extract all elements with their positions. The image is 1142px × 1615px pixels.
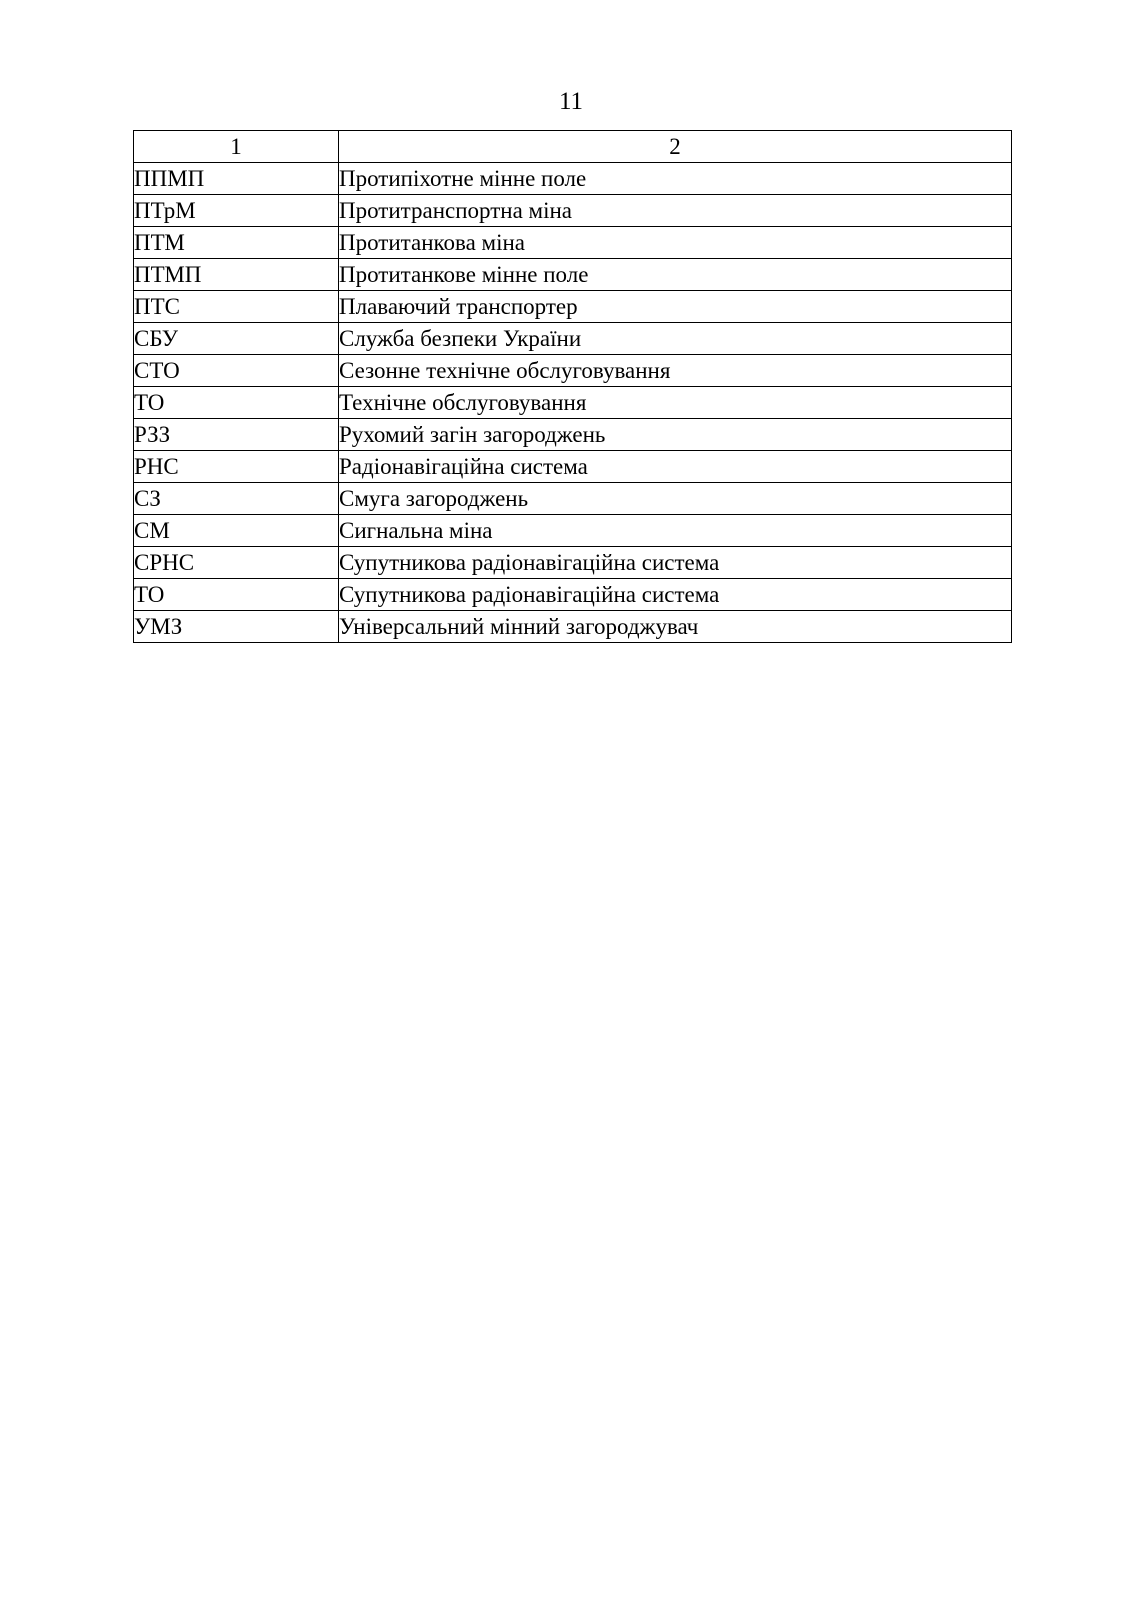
cell-description: Радіонавігаційна система — [339, 451, 1012, 483]
cell-description: Служба безпеки України — [339, 323, 1012, 355]
table-row — [134, 579, 1012, 611]
table-row — [134, 163, 1012, 195]
cell-code: СРНС — [134, 547, 339, 579]
table-row — [134, 419, 1012, 451]
cell-code: ПТрМ — [134, 195, 339, 227]
cell-code: РЗЗ — [134, 419, 339, 451]
cell-code: СЗ — [134, 483, 339, 515]
table-row — [134, 515, 1012, 547]
cell-code: ТО — [134, 579, 339, 611]
table-row — [134, 611, 1012, 643]
cell-description: Протитанкове мінне поле — [339, 259, 1012, 291]
cell-description: Супутникова радіонавігаційна система — [339, 579, 1012, 611]
cell-code: ТО — [134, 387, 339, 419]
cell-code: ППМП — [134, 163, 339, 195]
cell-code: РНС — [134, 451, 339, 483]
table-row — [134, 227, 1012, 259]
cell-description: Протитанкова міна — [339, 227, 1012, 259]
abbreviations-table — [133, 130, 1012, 643]
table-row — [134, 387, 1012, 419]
table-header-row — [134, 131, 1012, 163]
table-row — [134, 451, 1012, 483]
cell-description: Протитранспортна міна — [339, 195, 1012, 227]
table-body — [134, 163, 1012, 643]
table-row — [134, 195, 1012, 227]
cell-description: Смуга загороджень — [339, 483, 1012, 515]
column-header-description: 2 — [339, 131, 1012, 163]
cell-description: Універсальний мінний загороджувач — [339, 611, 1012, 643]
cell-code: ПТС — [134, 291, 339, 323]
cell-description: Супутникова радіонавігаційна система — [339, 547, 1012, 579]
table-row — [134, 259, 1012, 291]
cell-code: СТО — [134, 355, 339, 387]
cell-code: СМ — [134, 515, 339, 547]
cell-description: Сезонне технічне обслуговування — [339, 355, 1012, 387]
cell-code: ПТМП — [134, 259, 339, 291]
cell-description: Плаваючий транспортер — [339, 291, 1012, 323]
table-row — [134, 483, 1012, 515]
cell-code: СБУ — [134, 323, 339, 355]
cell-description: Рухомий загін загороджень — [339, 419, 1012, 451]
table-row — [134, 323, 1012, 355]
cell-code: ПТМ — [134, 227, 339, 259]
page-number: 11 — [558, 88, 584, 115]
table-row — [134, 291, 1012, 323]
table-row — [134, 547, 1012, 579]
cell-description: Технічне обслуговування — [339, 387, 1012, 419]
column-header-code: 1 — [134, 131, 339, 163]
table-row — [134, 355, 1012, 387]
cell-description: Протипіхотне мінне поле — [339, 163, 1012, 195]
cell-code: УМЗ — [134, 611, 339, 643]
cell-description: Сигнальна міна — [339, 515, 1012, 547]
